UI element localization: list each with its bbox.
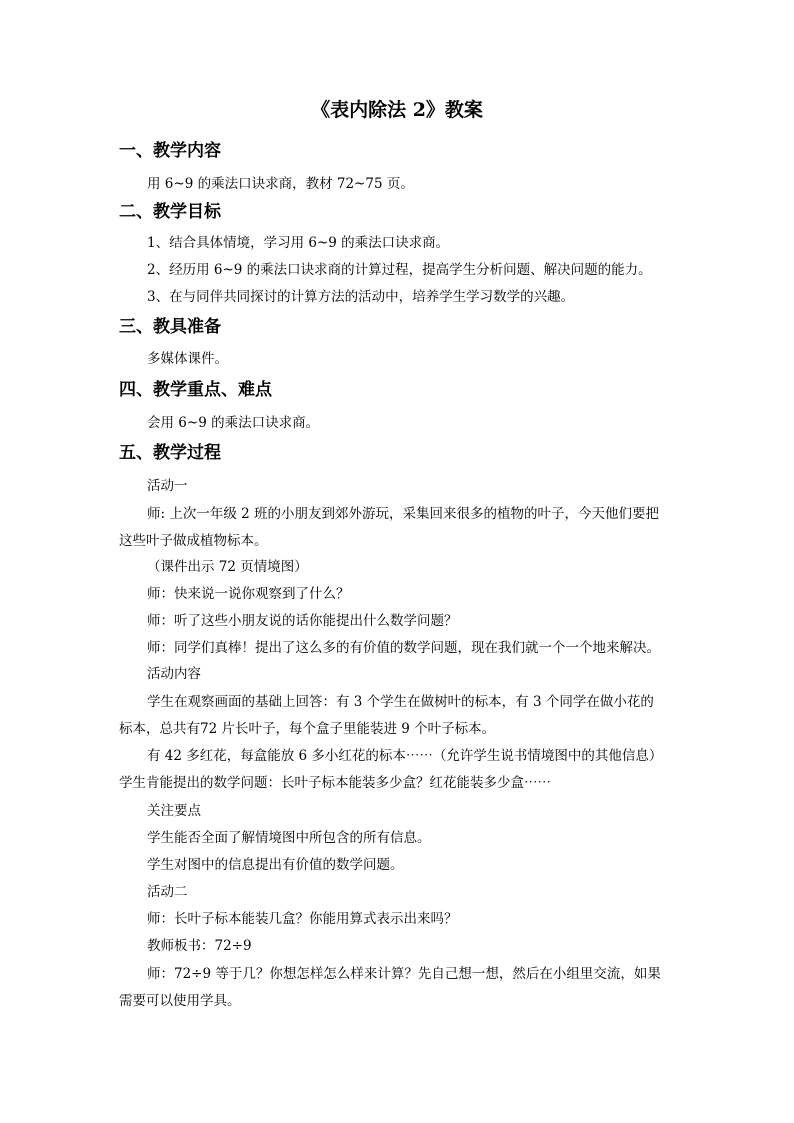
paragraph: 师：长叶子标本能装几盒？你能用算式表示出来吗？ (147, 911, 458, 927)
paragraph: 教师板书：72÷9 (147, 938, 252, 954)
paragraph: 师：听了这些小朋友说的话你能提出什么数学问题？ (147, 613, 458, 629)
paragraph: 学生肯能提出的数学问题：长叶子标本能装多少盒？红花能装多少盒⋯⋯ (119, 775, 551, 791)
paragraph: 学生对图中的信息提出有价值的数学问题。 (147, 857, 404, 873)
paragraph: 用 6~9 的乘法口诀求商，教材 72~75 页。 (147, 176, 414, 192)
paragraph: 学生能否全面了解情境图中所包含的所有信息。 (147, 830, 431, 846)
paragraph: 活动一 (147, 478, 188, 494)
section-heading-content: 一、教学内容 (119, 141, 221, 161)
paragraph: 活动内容 (147, 666, 201, 682)
paragraph: （课件出示 72 页情境图） (147, 559, 308, 575)
section-heading-keypoints: 四、教学重点、难点 (119, 380, 272, 400)
paragraph: 活动二 (147, 884, 188, 900)
section-heading-goals: 二、教学目标 (119, 202, 221, 222)
paragraph: 师：同学们真棒！提出了这么多的有价值的数学问题，现在我们就一个一个地来解决。 (147, 640, 660, 656)
paragraph: 这些叶子做成植物标本。 (119, 533, 268, 549)
section-heading-materials: 三、教具准备 (119, 317, 221, 337)
list-item: 2、经历用 6~9 的乘法口诀求商的计算过程，提高学生分析问题、解决问题的能力。 (147, 262, 652, 278)
paragraph: 师：72÷9 等于几？你想怎样怎么样来计算？先自己想一想，然后在小组里交流，如果 (147, 966, 661, 982)
paragraph: 学生在观察画面的基础上回答：有 3 个学生在做树叶的标本，有 3 个同学在做小花的 (147, 694, 654, 710)
document-title: 《表内除法 2》教案 (311, 99, 483, 121)
paragraph: 有 42 多红花，每盒能放 6 多小红花的标本⋯⋯（允许学生说书情境图中的其他信息） (147, 748, 663, 764)
paragraph: 会用 6~9 的乘法口诀求商。 (147, 415, 320, 431)
paragraph: 多媒体课件。 (147, 351, 228, 367)
paragraph: 关注要点 (147, 803, 201, 819)
list-item: 3、在与同伴共同探讨的计算方法的活动中，培养学生学习数学的兴趣。 (147, 289, 575, 305)
paragraph: 师：快来说一说你观察到了什么？ (147, 586, 350, 602)
paragraph: 标本，总共有72 片长叶子，每个盒子里能装进 9 个叶子标本。 (119, 721, 496, 737)
list-item: 1、结合具体情境，学习用 6~9 的乘法口诀求商。 (147, 235, 450, 251)
section-heading-process: 五、教学过程 (119, 443, 221, 463)
paragraph: 师: 上次一年级 2 班的小朋友到郊外游玩，采集回来很多的植物的叶子，今天他们要把 (147, 506, 660, 522)
paragraph: 需要可以使用学具。 (119, 993, 241, 1009)
